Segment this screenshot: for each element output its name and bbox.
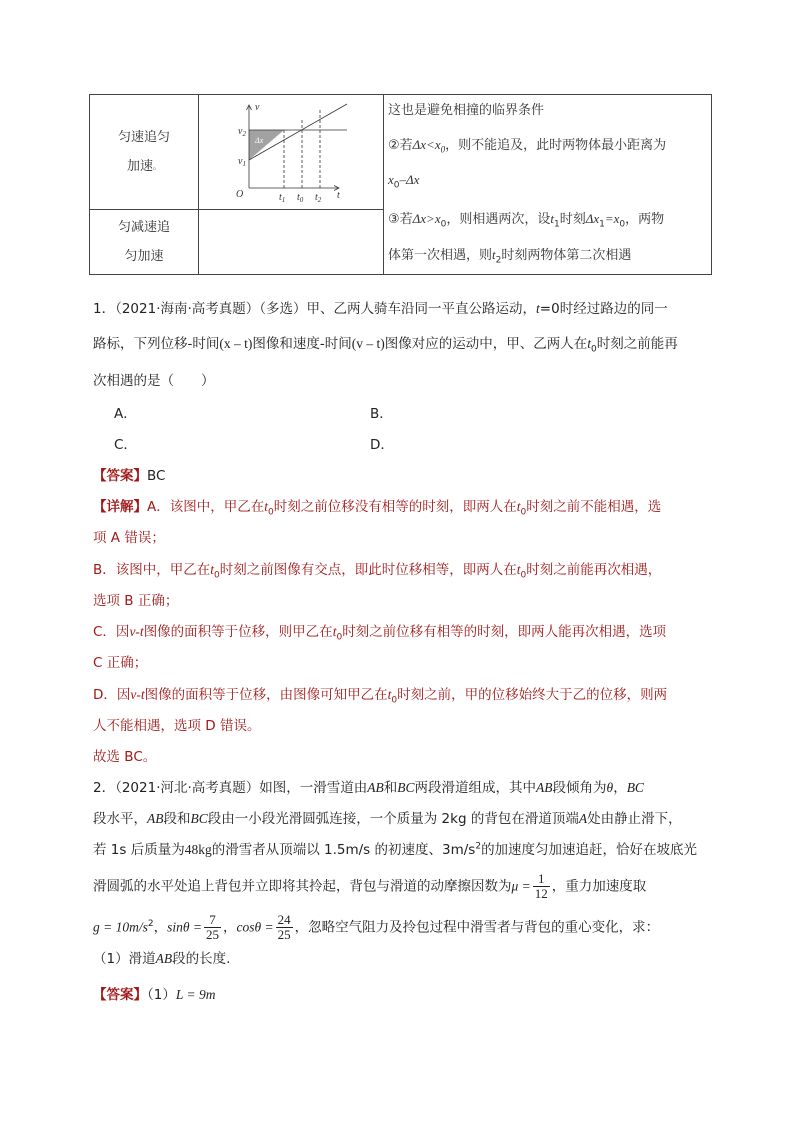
- q1-detail-line: B．该图中，甲乙在$t_0$时刻之前图像有交点，即此时位移相等，即两人在$t_0$时刻之前能再次相遇，: [93, 562, 662, 581]
- q1-detail-line: 选项 B 正确；: [93, 593, 179, 609]
- table-cell-empty: [199, 209, 384, 274]
- note-line: $x_0-\Delta x$: [388, 171, 420, 191]
- q1-stem-line: 次相遇的是（ ）: [93, 373, 215, 389]
- note-line: ②若$\Delta x<x_0$，则不能追及，此时两物体最小距离为: [388, 137, 667, 155]
- q2-subquestion: （1）滑道AB段的长度.: [93, 951, 231, 967]
- knowledge-table: [89, 94, 712, 275]
- row-label-line: 匀加速: [124, 249, 164, 265]
- cos-fraction: $\frac{24}{25}$: [277, 912, 291, 942]
- t2-label: $t_2$: [315, 191, 322, 202]
- q2-answer: 【答案】（1）L = 9m: [93, 987, 216, 1003]
- table-row: [90, 95, 712, 210]
- t1-label: $t_1$: [279, 191, 286, 202]
- q2-stem-line: 段水平，AB段和BC段由一小段光滑圆弧连接，一个质量为 2kg 的背包在滑道顶端A处由静止滑下，: [93, 811, 682, 827]
- q2-stem-line: $g = 10m/s^2$，sinθ = $\frac{7}{25}$ ，cosθ = $\frac{24}{25}$ ，忽略空气阻力及拎包过程中滑雪者与背包的重心变化，求：: [93, 912, 660, 942]
- table-cell-notes: [384, 95, 712, 275]
- q1-stem-line: 1．（2021·海南·高考真题）（多选）甲、乙两人骑车沿同一平直公路运动，t=0时经过路边的同一: [93, 301, 668, 317]
- q1-detail-line: 项 A 错误；: [93, 530, 165, 546]
- note-line: ③若$\Delta x>x_0$，则相遇两次，设$t_1$时刻$\Delta x_1=x_0$，两物: [388, 211, 665, 230]
- q2-stem-line: 滑圆弧的水平处追上背包并立即将其拎起，背包与滑道的动摩擦因数为μ = $\frac{1}{12}$ ，重力加速度取: [93, 871, 647, 901]
- axis-v-label: v: [255, 101, 260, 113]
- q1-stem-line: 路标，下列位移-时间(x – t)图像和速度-时间(v – t)图像对应的运动中，甲、乙两人在$t_0$时刻之前能再: [93, 336, 678, 355]
- table-cell-label: [90, 95, 199, 210]
- row-label-line: 匀速追匀: [117, 129, 170, 145]
- row-label-line: 加速。: [126, 158, 161, 174]
- q2-stem-line: 2．（2021·河北·高考真题）如图，一滑雪道由AB和BC两段滑道组成，其中AB段倾角为θ，BC: [93, 780, 644, 796]
- v2-label: $v_2$: [238, 125, 246, 138]
- axis-t-label: t: [337, 189, 340, 201]
- vt-graph: [199, 98, 383, 202]
- shaded-area: [249, 130, 284, 160]
- table-cell-graph: [199, 95, 384, 210]
- origin-label: O: [236, 188, 244, 200]
- q1-detail-line: 【详解】A．该图中，甲乙在$t_0$时刻之前位移没有相等的时刻，即两人在$t_0$时刻之前不能相遇，选: [93, 499, 662, 518]
- q1-option-b[interactable]: B．: [370, 406, 393, 422]
- q1-answer: 【答案】BC: [93, 468, 166, 484]
- q1-option-d[interactable]: D．: [370, 437, 394, 453]
- q1-detail-line: C 正确；: [93, 655, 148, 671]
- dx-label: Δx: [255, 135, 264, 145]
- q1-detail-line: D．因v-t图像的面积等于位移，由图像可知甲乙在$t_0$时刻之前，甲的位移始终大于乙的位移，则两: [93, 687, 668, 706]
- q1-detail-line: C．因v-t图像的面积等于位移，则甲乙在$t_0$时刻之前位移有相等的时刻，即两人能再次相遇，选项: [93, 624, 667, 643]
- v1-label: $v_1$: [238, 155, 246, 168]
- row-label-line: 匀减速追: [117, 220, 170, 236]
- q1-option-a[interactable]: A．: [114, 406, 137, 422]
- table-cell-label: [90, 209, 199, 274]
- q1-detail-line: 人不能相遇，选项 D 错误。: [93, 718, 261, 734]
- q1-conclusion: 故选 BC。: [93, 749, 157, 765]
- note-line: 体第一次相遇，则$t_2$时刻两物体第二次相遇: [388, 246, 632, 266]
- sin-fraction: $\frac{7}{25}$: [205, 912, 219, 942]
- q2-stem-line: 若 1s 后质量为48kg的滑雪者从顶端以 1.5m/s 的初速度、$3m/s^2$的加速度匀加速追赶，恰好在坡底光: [93, 841, 698, 858]
- mu-fraction: $\frac{1}{12}$: [534, 871, 548, 901]
- t0-label: $t_0$: [297, 191, 304, 202]
- note-line: 这也是避免相撞的临界条件: [388, 103, 545, 118]
- q1-option-c[interactable]: C．: [114, 437, 137, 453]
